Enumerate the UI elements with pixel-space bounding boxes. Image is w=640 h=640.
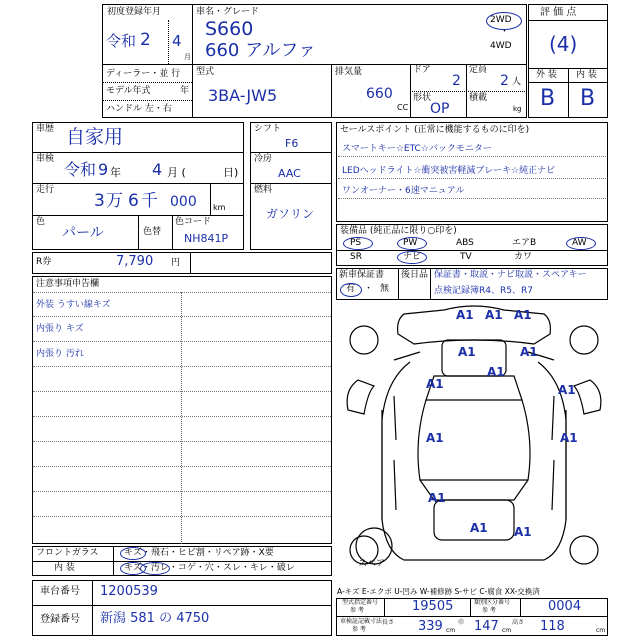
equip-pw: PW [403,238,418,248]
damage-mark: A1 [560,431,578,445]
damage-mark: A1 [428,491,446,505]
ac-label: 冷房 [254,154,273,164]
int-grade: B [580,86,596,111]
usage-label: 車歴 [36,124,55,134]
displacement-label: 排気量 [335,67,363,77]
note-line: 内張り キズ [36,324,84,334]
type-label: 型式 [196,67,215,77]
insp-day-char: 日) [223,166,239,179]
plate-number: 新潟 581 の 4750 [100,611,210,626]
interior-options: キズ・汚レ・コゲ・穴・スレ・キレ・破レ [124,563,295,573]
reg-year: 2 [140,30,151,50]
windshield-label: フロントガラス [36,548,99,558]
mileage-rest: 000 [170,194,197,210]
score-label: 評 価 点 [540,7,577,18]
damage-mark: A1 [470,521,488,535]
shift-label: シフト [254,124,282,134]
fuel-value: ガソリン [266,207,315,221]
interior-cond-label: 内 装 [54,563,75,573]
damage-mark: A1 [514,308,532,322]
shape: OP [430,101,450,117]
drive-sep: ・ [500,27,510,37]
equip-airbag: エアB [512,238,537,248]
color-value: パール [62,225,104,241]
damage-mark: A1 [458,345,476,359]
ext-grade-label: 外 装 [536,70,557,80]
type-cert-label: 型式指定番号 [342,599,379,606]
fuel-label: 燃料 [254,185,273,195]
equip-navi: ナビ [403,252,422,262]
type-value: 3BA-JW5 [208,86,278,105]
width-value: 147 [474,619,499,634]
model-year-label: モデル年式 [106,86,151,96]
damage-mark: A1 [456,308,474,322]
displacement: 660 [366,86,393,102]
mileage-label: 走行 [36,185,55,195]
notes-label: 注意事項申告欄 [36,279,100,289]
papers-label: 後日品 [401,270,429,280]
equip-tv: TV [460,252,472,262]
recycle-yen: 円 [171,258,181,268]
dealer-label: ディーラー・並 行 [106,69,181,79]
model-year-unit: 年 [180,86,190,96]
cert-dims-label: 車検証記載寸法 [340,618,383,625]
length-value: 339 [418,619,443,634]
score-value: (4) [549,32,578,56]
insp-month: 4 [152,160,163,179]
mileage-sen-char: 千 [141,191,158,211]
sales-point-line: スマートキー☆ETC☆バックモニター [342,144,492,154]
int-grade-label: 内 装 [576,70,597,80]
insp-year: 9 [98,160,109,179]
recycle-box [32,252,332,274]
ac-value: AAC [278,167,301,180]
load-label: 積載 [469,93,488,103]
doors: 2 [452,73,461,89]
damage-mark: A1 [485,308,503,322]
capacity-label: 定員 [469,65,488,75]
note-line: 内張り 汚れ [36,349,84,359]
papers-line2: 点検記録簿R4、R5、R7 [434,286,533,296]
length-label: 長さ [382,619,395,626]
damage-mark: A1 [426,377,444,391]
reg-era: 令和 [106,32,137,50]
height-value: 118 [540,619,565,634]
equip-abs: ABS [456,238,474,248]
equip-sr: SR [350,252,362,262]
damage-mark: A1 [558,383,576,397]
insp-era: 令和 [64,160,97,179]
color-code: NH841P [184,232,229,245]
door-label: ドア [413,65,431,75]
warranty-label: 新車保証書 [339,270,385,280]
reg-month: 4 [172,32,182,50]
spare-label: スペア [358,559,386,569]
cert-dims-sub: 参 考 [352,626,366,633]
insp-month-char: 月 ( [167,166,186,179]
sales-points-label: セールスポイント (正常に機能するものに印を) [340,125,530,135]
kg-unit: kg [513,105,522,113]
warranty-no: 無 [380,284,390,294]
grade: 660 アルファ [205,40,316,61]
damage-mark: A1 [514,525,532,539]
warranty-dot: ・ [364,284,374,294]
width-label: 巾 [458,619,465,626]
shift-value: F6 [285,137,299,150]
type-cert-sub: 参 考 [350,607,364,614]
mileage-man: 3 [94,191,105,211]
sales-point-line: LEDヘッドライト☆衝突被害軽減ブレーキ☆純正ナビ [342,166,556,176]
first-reg-label: 初度登録年月 [107,7,162,17]
equip-ps: PS [350,238,362,248]
car-name: S660 [205,18,254,40]
ext-grade: B [540,86,556,111]
mileage-sen: 6 [128,191,139,211]
mileage-man-char: 万 [106,191,123,211]
drive-2wd: 2WD [490,15,512,25]
recycle-amount: 7,790 [116,254,154,269]
equip-leather: カワ [514,252,533,262]
length-cm: cm [446,627,456,634]
inspection-label: 車検 [36,154,55,164]
recycle-label: R券 [36,257,52,267]
windshield-options: キズ・飛石・ヒビ割・リペア跡・X要 [124,548,274,558]
name-grade-label: 車名・グレード [196,7,260,17]
chassis-label: 車台番号 [40,586,80,597]
damage-mark: A1 [520,345,538,359]
color-change-label: 色替 [143,227,162,237]
handle-label: ハンドル 左・右 [106,104,172,114]
shape-label: 形状 [413,93,432,103]
plate-label: 登録番号 [40,614,80,625]
height-cm: cm [596,627,606,634]
papers-line1: 保証書・取説・ナビ取説・スペアキー [434,270,587,280]
km-unit: km [213,203,226,212]
width-cm: cm [502,627,512,634]
color-code-label: 色コード [175,217,212,227]
class-number: 0004 [548,599,582,614]
capacity-unit: 人 [512,77,522,87]
chassis-number: 1200539 [100,584,158,599]
color-label: 色 [36,217,46,227]
warranty-yes: 有 [346,284,356,294]
usage-value: 自家用 [66,126,124,148]
insp-year-char: 年 [110,166,121,179]
equipment-label: 装備品 (純正品に限り○印を) [340,226,457,236]
class-label: 類別区分番号 [474,599,511,606]
damage-mark: A1 [487,365,505,379]
type-cert-number: 19505 [412,599,454,614]
damage-mark: A1 [426,431,444,445]
class-sub: 参 考 [482,607,496,614]
reg-month-unit: 月 [184,53,191,61]
damage-legend: A-キズ E-エクボ U-凹み W-補修跡 S-サビ C-腐食 XX-交換済 [337,587,540,596]
sales-point-line: ワンオーナー・6速マニュアル [342,186,465,196]
cc-unit: CC [397,103,409,112]
drive-4wd: 4WD [490,41,512,51]
note-line: 外装 うすい線キズ [36,300,111,310]
equip-aw: AW [572,238,587,248]
capacity: 2 [500,73,509,89]
height-label: 高さ [512,619,525,626]
